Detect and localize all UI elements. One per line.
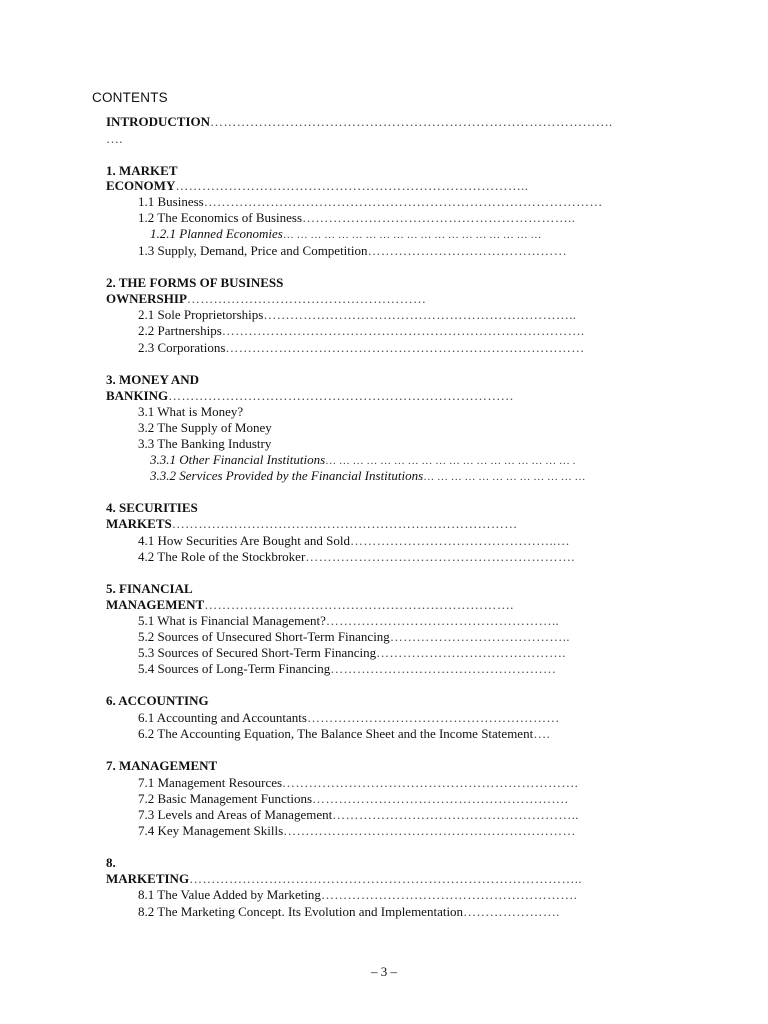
leader-dots: ………………………………………………………………………	[225, 340, 585, 355]
entry-label: 6.1 Accounting and Accountants	[138, 710, 307, 725]
entry-label: 5.1 What is Financial Management?	[138, 613, 326, 628]
entry-label: 1.3 Supply, Demand, Price and Competition	[138, 243, 368, 258]
toc-entry-3-3: 3.3 The Banking Industry	[138, 436, 272, 451]
toc-entry-1-2	[138, 210, 575, 226]
leader-dots: …………………………………………………………	[283, 823, 576, 838]
leader-dots: ……………………………………………………………………….	[221, 323, 585, 338]
page-number: – 3 –	[371, 964, 397, 979]
toc-section-5-title: 5. FINANCIAL	[106, 581, 193, 596]
entry-label: 2.1 Sole Proprietorships	[138, 307, 264, 322]
toc-entry-4-1	[138, 533, 570, 549]
entry-title: BANKING	[106, 388, 169, 403]
leader-dots: ………………………………………………………………………………	[203, 194, 603, 209]
entry-label: 2.3 Corporations	[138, 340, 226, 355]
leader-dots: ………………………………………………….	[312, 791, 569, 806]
leader-dots: … … … … … … … … … … … … … … … … … … …	[282, 229, 542, 241]
entry-label: 5.2 Sources of Unsecured Short-Term Financing	[138, 629, 390, 644]
toc-section-4-title: 4. SECURITIES	[106, 500, 198, 515]
toc-section-3-title: 3. MONEY AND	[106, 372, 200, 387]
toc-section-2-title-cont	[106, 291, 426, 307]
leader-dots: ……………………………………………	[330, 661, 557, 676]
leader-dots: ……………………………………………………………………………….	[210, 114, 613, 129]
leader-dots: ……………………………………………………………………	[171, 516, 518, 531]
leader-dots: … … … … … … … … … … … … … … … … … … .	[325, 455, 576, 467]
entry-title: OWNERSHIP	[106, 291, 187, 306]
toc-entry-introduction	[106, 114, 613, 130]
toc-entry-2-1	[138, 307, 576, 323]
toc-entry-4-2	[138, 549, 575, 565]
entry-label: 7.1 Management Resources	[138, 775, 283, 790]
entry-label: 1.2.1 Planned Economies	[150, 226, 283, 241]
entry-label: 3.3.1 Other Financial Institutions	[150, 452, 326, 467]
entry-label: 8.1 The Value Added by Marketing	[138, 887, 321, 902]
leader-dots: ….	[106, 131, 123, 146]
leader-dots: … … … … … … … … … … … …	[423, 471, 586, 483]
toc-entry-8-1	[138, 887, 577, 903]
entry-label: 4.1 How Securities Are Bought and Sold	[138, 533, 350, 548]
leader-dots: …………………………………..	[389, 629, 570, 644]
entry-title: MARKETING	[106, 871, 190, 886]
toc-entry-8-2	[138, 904, 560, 920]
leader-dots: …………………………………….	[376, 645, 566, 660]
entry-label: 5.3 Sources of Secured Short-Term Financing	[138, 645, 377, 660]
toc-section-7-title: 7. MANAGEMENT	[106, 758, 218, 773]
leader-dots: …………………………………………………….	[305, 549, 575, 564]
entry-label: 7.4 Key Management Skills	[138, 823, 284, 838]
entry-title: ECONOMY	[106, 178, 176, 193]
leader-dots: ………………………………………………..	[332, 807, 579, 822]
toc-entry-3-1: 3.1 What is Money?	[138, 404, 244, 419]
leader-dots: ………………….	[463, 904, 560, 919]
entry-label: 1.2 The Economics of Business	[138, 210, 303, 225]
leader-dots: ………………………………………………………….	[282, 775, 579, 790]
toc-entry-introduction-cont	[106, 131, 123, 147]
leader-dots: ………………………………………………….	[320, 887, 578, 902]
toc-entry-5-1	[138, 613, 559, 629]
leader-dots: ……………………………………………..	[325, 613, 560, 628]
leader-dots: ……………………………………………………………………	[168, 388, 514, 403]
toc-entry-7-3	[138, 807, 579, 823]
toc-entry-6-1	[138, 710, 560, 726]
entry-label: 6.2 The Accounting Equation, The Balance Sheet and the Income Statement	[138, 726, 534, 741]
toc-entry-1-1	[138, 194, 603, 210]
toc-entry-1-2-1	[150, 226, 541, 242]
toc-section-2-title: 2. THE FORMS OF BUSINESS	[106, 275, 284, 290]
leader-dots: ………………………………………………	[186, 291, 427, 306]
toc-section-1-title-cont	[106, 178, 528, 194]
entry-label: 5.4 Sources of Long-Term Financing	[138, 661, 331, 676]
leader-dots: …………………………………………………………….	[204, 597, 514, 612]
toc-section-5-title-cont	[106, 597, 514, 613]
toc-section-8-title-cont	[106, 871, 582, 887]
leader-dots: …………………………………………………	[306, 710, 560, 725]
leader-dots: ……………………………………………………………………..	[175, 178, 529, 193]
toc-entry-3-3-2	[150, 468, 585, 484]
toc-section-6-title: 6. ACCOUNTING	[106, 693, 209, 708]
toc-section-4-title-cont	[106, 516, 518, 532]
leader-dots: ………………………………………..…	[349, 533, 570, 548]
toc-section-8-title: 8.	[106, 855, 116, 870]
toc-entry-5-3	[138, 645, 566, 661]
entry-title: INTRODUCTION	[106, 114, 211, 129]
toc-entry-2-2	[138, 323, 584, 339]
entry-label: 2.2 Partnerships	[138, 323, 222, 338]
toc-section-3-title-cont	[106, 388, 514, 404]
entry-label: 7.3 Levels and Areas of Management	[138, 807, 333, 822]
entry-label: 4.2 The Role of the Stockbroker	[138, 549, 306, 564]
toc-entry-1-3	[138, 243, 567, 259]
entry-label: 7.2 Basic Management Functions	[138, 791, 313, 806]
entry-title: MARKETS	[106, 516, 172, 531]
toc-entry-5-2	[138, 629, 570, 645]
toc-entry-3-2: 3.2 The Supply of Money	[138, 420, 272, 435]
leader-dots: ……………………………………………………………………………..	[189, 871, 582, 886]
toc-entry-3-3-1	[150, 452, 575, 468]
toc-section-1-title: 1. MARKET	[106, 163, 178, 178]
entry-label: 3.3.2 Services Provided by the Financial Institutions	[150, 468, 424, 483]
toc-entry-5-4	[138, 661, 556, 677]
leader-dots: ……………………………………………………………..	[263, 307, 577, 322]
entry-label: 8.2 The Marketing Concept. Its Evolution and Implementation	[138, 904, 464, 919]
toc-entry-2-3	[138, 340, 585, 356]
contents-heading: CONTENTS	[92, 90, 168, 105]
entry-title: MANAGEMENT	[106, 597, 205, 612]
toc-entry-7-1	[138, 775, 578, 791]
leader-dots: ………………………………………	[367, 243, 568, 258]
leader-dots: ……………………………………………………..	[302, 210, 576, 225]
toc-entry-7-2	[138, 791, 568, 807]
leader-dots: ….	[533, 726, 551, 741]
toc-entry-6-2	[138, 726, 550, 742]
toc-entry-7-4	[138, 823, 576, 839]
entry-label: 1.1 Business	[138, 194, 204, 209]
